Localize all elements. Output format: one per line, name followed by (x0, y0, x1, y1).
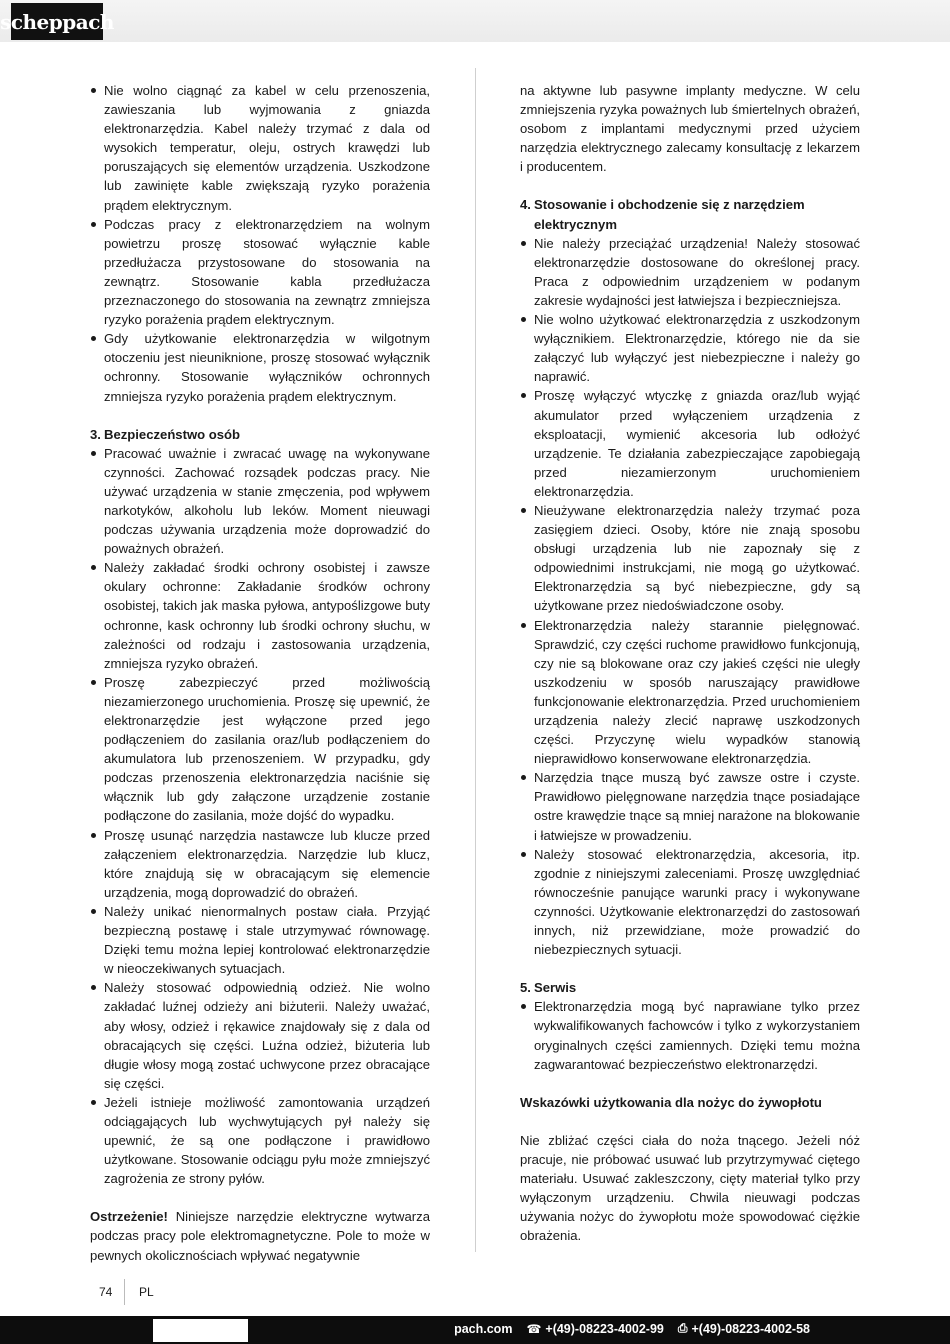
hedge-trimmer-heading: Wskazówki użytkowania dla nożyc do żywopłotu (520, 1094, 822, 1110)
section-title: Stosowanie i obchodzenie się z narzędziem elektrycznym (534, 197, 805, 232)
column-divider (475, 68, 476, 1252)
list-item: Nie wolno ciągnąć za kabel w celu przenoszenia, zawieszania lub wyjmowania z gniazda elektronarzędzia. Kabel należy trzymać z dala od wysokich temperatur, oleju, ostrych krawędzi lub poruszających się elementów urządzenia. Uszkodzone lub zawinięte kable zwiększają ryzyko porażenia prądem elektrycznym. (90, 81, 430, 215)
list-item: Należy stosować elektronarzędzia, akcesoria, itp. zgodnie z niniejszymi zaleceniami. Proszę uwzględniać równocześnie panujące warunki pracy i wykonywane czynności. Użytkowanie elektronarzędzi do zastosowań innych, niż przewidziane, może prowadzić do niebezpiecznych sytuacji. (520, 845, 860, 960)
section-number: 5. (520, 980, 531, 996)
warning-paragraph (90, 1207, 430, 1264)
brand-logo: scheppach (11, 3, 103, 40)
language-code: PL (139, 1285, 154, 1299)
telephone-icon: ☎ (526, 1321, 542, 1336)
list-item: Elektronarzędzia należy starannie pielęgnować. Sprawdzić, czy części ruchome prawidłowo funkcjonują, czy nie są blokowane oraz czy jakieś części nie uległy uszkodzeniu w sposób naruszający prawidłowe funkcjonowanie elektronarzędzia. Przed uruchomieniem urządzenia należy zlecić naprawę uszkodzonych części. Przyczynę wielu wypadków stanowią nieprawidłowo konserwowane elektronarzędzia. (520, 616, 860, 769)
section-number: 3. (90, 426, 101, 442)
warning-label: Ostrzeżenie! (90, 1209, 168, 1225)
header-bar (0, 0, 950, 42)
bullet-list-personal-safety (90, 444, 430, 1189)
list-item: Proszę zabezpieczyć przed możliwością niezamierzonego uruchomienia. Proszę się upewnić, że elektronarzędzie jest wyłączone przed jego podłączeniem do zasilania oraz/lub podłączeniem do akumulatora lub przenoszeniem. W przypadku, gdy podczas przenoszenia elektronarzędzia naciśnie się włącznik lub gdy załączone urządzenie zostanie podłączone do zasilania, może dojść do wypadku. (90, 673, 430, 826)
list-item: Podczas pracy z elektronarzędziem na wolnym powietrzu proszę stosować wyłącznie kable przedłużacza przystosowane do stosowania na zewnątrz. Stosowanie kabla przedłużacza przeznaczonego do stosowania na zewnątrz zmniejsza ryzyko porażenia prądem elektrycznym. (90, 215, 430, 330)
section-3-heading (90, 425, 430, 444)
list-item: Należy zakładać środki ochrony osobistej i zawsze okulary ochronne: Zakładanie środków ochrony osobistej, takich jak maska pyłowa, antypoślizgowe buty ochronne, kask ochronny lub środki ochrony słuchu, w zależności od rodzaju i zastosowania urządzenia, zmniejsza ryzyko obrażeń. (90, 558, 430, 673)
warning-text: Niniejsze narzędzie elektryczne wytwarza podczas pracy pole elektromagnetyczne. Pole to może w pewnych okolicznościach wpływać negatywnie (90, 1209, 430, 1263)
fax-number: +(49)-08223-4002-58 (691, 1321, 810, 1336)
hedge-trimmer-paragraph: Nie zbliżać części ciała do noża tnącego. Jeżeli nóż pracuje, nie próbować usuwać lub przytrzymywać ciętego materiału. Usuwać zakleszczony, cięty materiał tylko przy wyłączonym urządzeniu. Chwila nieuwagi podczas używania nożyc do żywopłotu może spowodować ciężkie obrażenia. (520, 1132, 860, 1244)
list-item: Gdy użytkowanie elektronarzędzia w wilgotnym otoczeniu jest nieuniknione, proszę stosować wyłącznik ochronny. Stosowanie wyłączników ochronnych zmniejsza ryzyko porażenia prądem elektrycznym. (90, 329, 430, 405)
phone-number: +(49)-08223-4002-99 (545, 1321, 664, 1336)
fax-icon: ⎙ (677, 1321, 688, 1335)
list-item: Proszę wyłączyć wtyczkę z gniazda oraz/lub wyjąć akumulator przed wyłączeniem urządzenia z eksploatacji, wymienić akcesoria lub odłożyć urządzenie. Te działania zabezpieczające zapobiegają przed niezamierzonym uruchomieniem elektronarzędzia. (520, 386, 860, 501)
list-item: Jeżeli istnieje możliwość zamontowania urządzeń odciągających lub wychwytujących pył należy się upewnić, że są one podłączone i prawidłowo użytkowane. Stosowanie odciągu pyłu może zmniejszyć zagrożenia ze strony pyłów. (90, 1093, 430, 1188)
website-link[interactable]: pach.com (454, 1321, 513, 1336)
list-item: Należy unikać nienormalnych postaw ciała. Przyjąć bezpieczną postawę i stale utrzymywać równowagę. Dzięki temu można lepiej kontrolować elektronarzędzie w nieoczekiwanych sytuacjach. (90, 902, 430, 978)
list-item: Należy stosować odpowiednią odzież. Nie wolno zakładać luźnej odzieży ani biżuterii. Należy uważać, aby włosy, odzież i rękawice znajdowały się z dala od obracających się części. Luźna odzież, biżuteria lub długie włosy mogą zostać uchwycone przez obracające się części. (90, 978, 430, 1093)
list-item: Elektronarzędzia mogą być naprawiane tylko przez wykwalifikowanych fachowców i tylko z wykorzystaniem oryginalnych części zamiennych. Dzięki temu można zagwarantować bezpieczeństwo elektronarzędzi. (520, 997, 860, 1073)
list-item: Nieużywane elektronarzędzia należy trzymać poza zasięgiem dzieci. Osoby, które nie znają sposobu obsługi urządzenia lub nie zapoznały się z odpowiednimi instrukcjami, nie mogą go użytkować. Elektronarzędzia są być niebezpieczne, gdy są użytkowane przez niedoświadczone osoby. (520, 501, 860, 616)
section-4-heading (520, 195, 860, 233)
list-item: Proszę usunąć narzędzia nastawcze lub klucze przed załączeniem elektronarzędzia. Narzędzie lub klucz, które znajdują się w obracającym się elemencie urządzenia, mogą doprowadzić do obrażeń. (90, 826, 430, 902)
bullet-list-electrical (90, 81, 430, 406)
footer-separator (124, 1279, 125, 1305)
page-number: 74 (99, 1285, 113, 1299)
bullet-list-tool-use (520, 234, 860, 960)
right-column (520, 81, 860, 1245)
bullet-list-service (520, 997, 860, 1073)
section-title: Serwis (534, 980, 577, 996)
list-item: Narzędzia tnące muszą być zawsze ostre i czyste. Prawidłowo pielęgnowane narzędzia tnące posiadające ostre krawędzie tnące są mniej narażone na blokowanie i łatwiejsze w prowadzeniu. (520, 768, 860, 844)
section-5-heading (520, 978, 860, 997)
list-item: Nie wolno użytkować elektronarzędzia z uszkodzonym wyłącznikiem. Elektronarzędzie, którego nie da sie załączyć lub wyłączyć jest niebezpieczne i należy go naprawić. (520, 310, 860, 386)
section-number: 4. (520, 197, 531, 213)
footer-white-block (153, 1319, 248, 1342)
left-column (90, 81, 430, 1265)
list-item: Nie należy przeciążać urządzenia! Należy stosować elektronarzędzie dostosowane do określonej pracy. Praca z odpowiednim urządzeniem w podanym zakresie wydajności jest łatwiejsza i bezpieczniejsza. (520, 234, 860, 310)
list-item: Pracować uważnie i zwracać uwagę na wykonywane czynności. Zachować rozsądek podczas pracy. Nie używać urządzenia w stanie zmęczenia, pod wpływem narkotyków, alkoholu lub leków. Moment nieuwagi podczas używania urządzenia może doprowadzić do poważnych obrażeń. (90, 444, 430, 559)
continuation-paragraph: na aktywne lub pasywne implanty medyczne. W celu zmniejszenia ryzyka poważnych lub śmiertelnych obrażeń, osobom z implantami medycznymi przed użyciem narzędzia elektrycznego zalecamy konsultację z lekarzem i producentem. (520, 83, 860, 175)
footer-contact (454, 1321, 810, 1336)
section-title: Bezpieczeństwo osób (104, 426, 241, 442)
